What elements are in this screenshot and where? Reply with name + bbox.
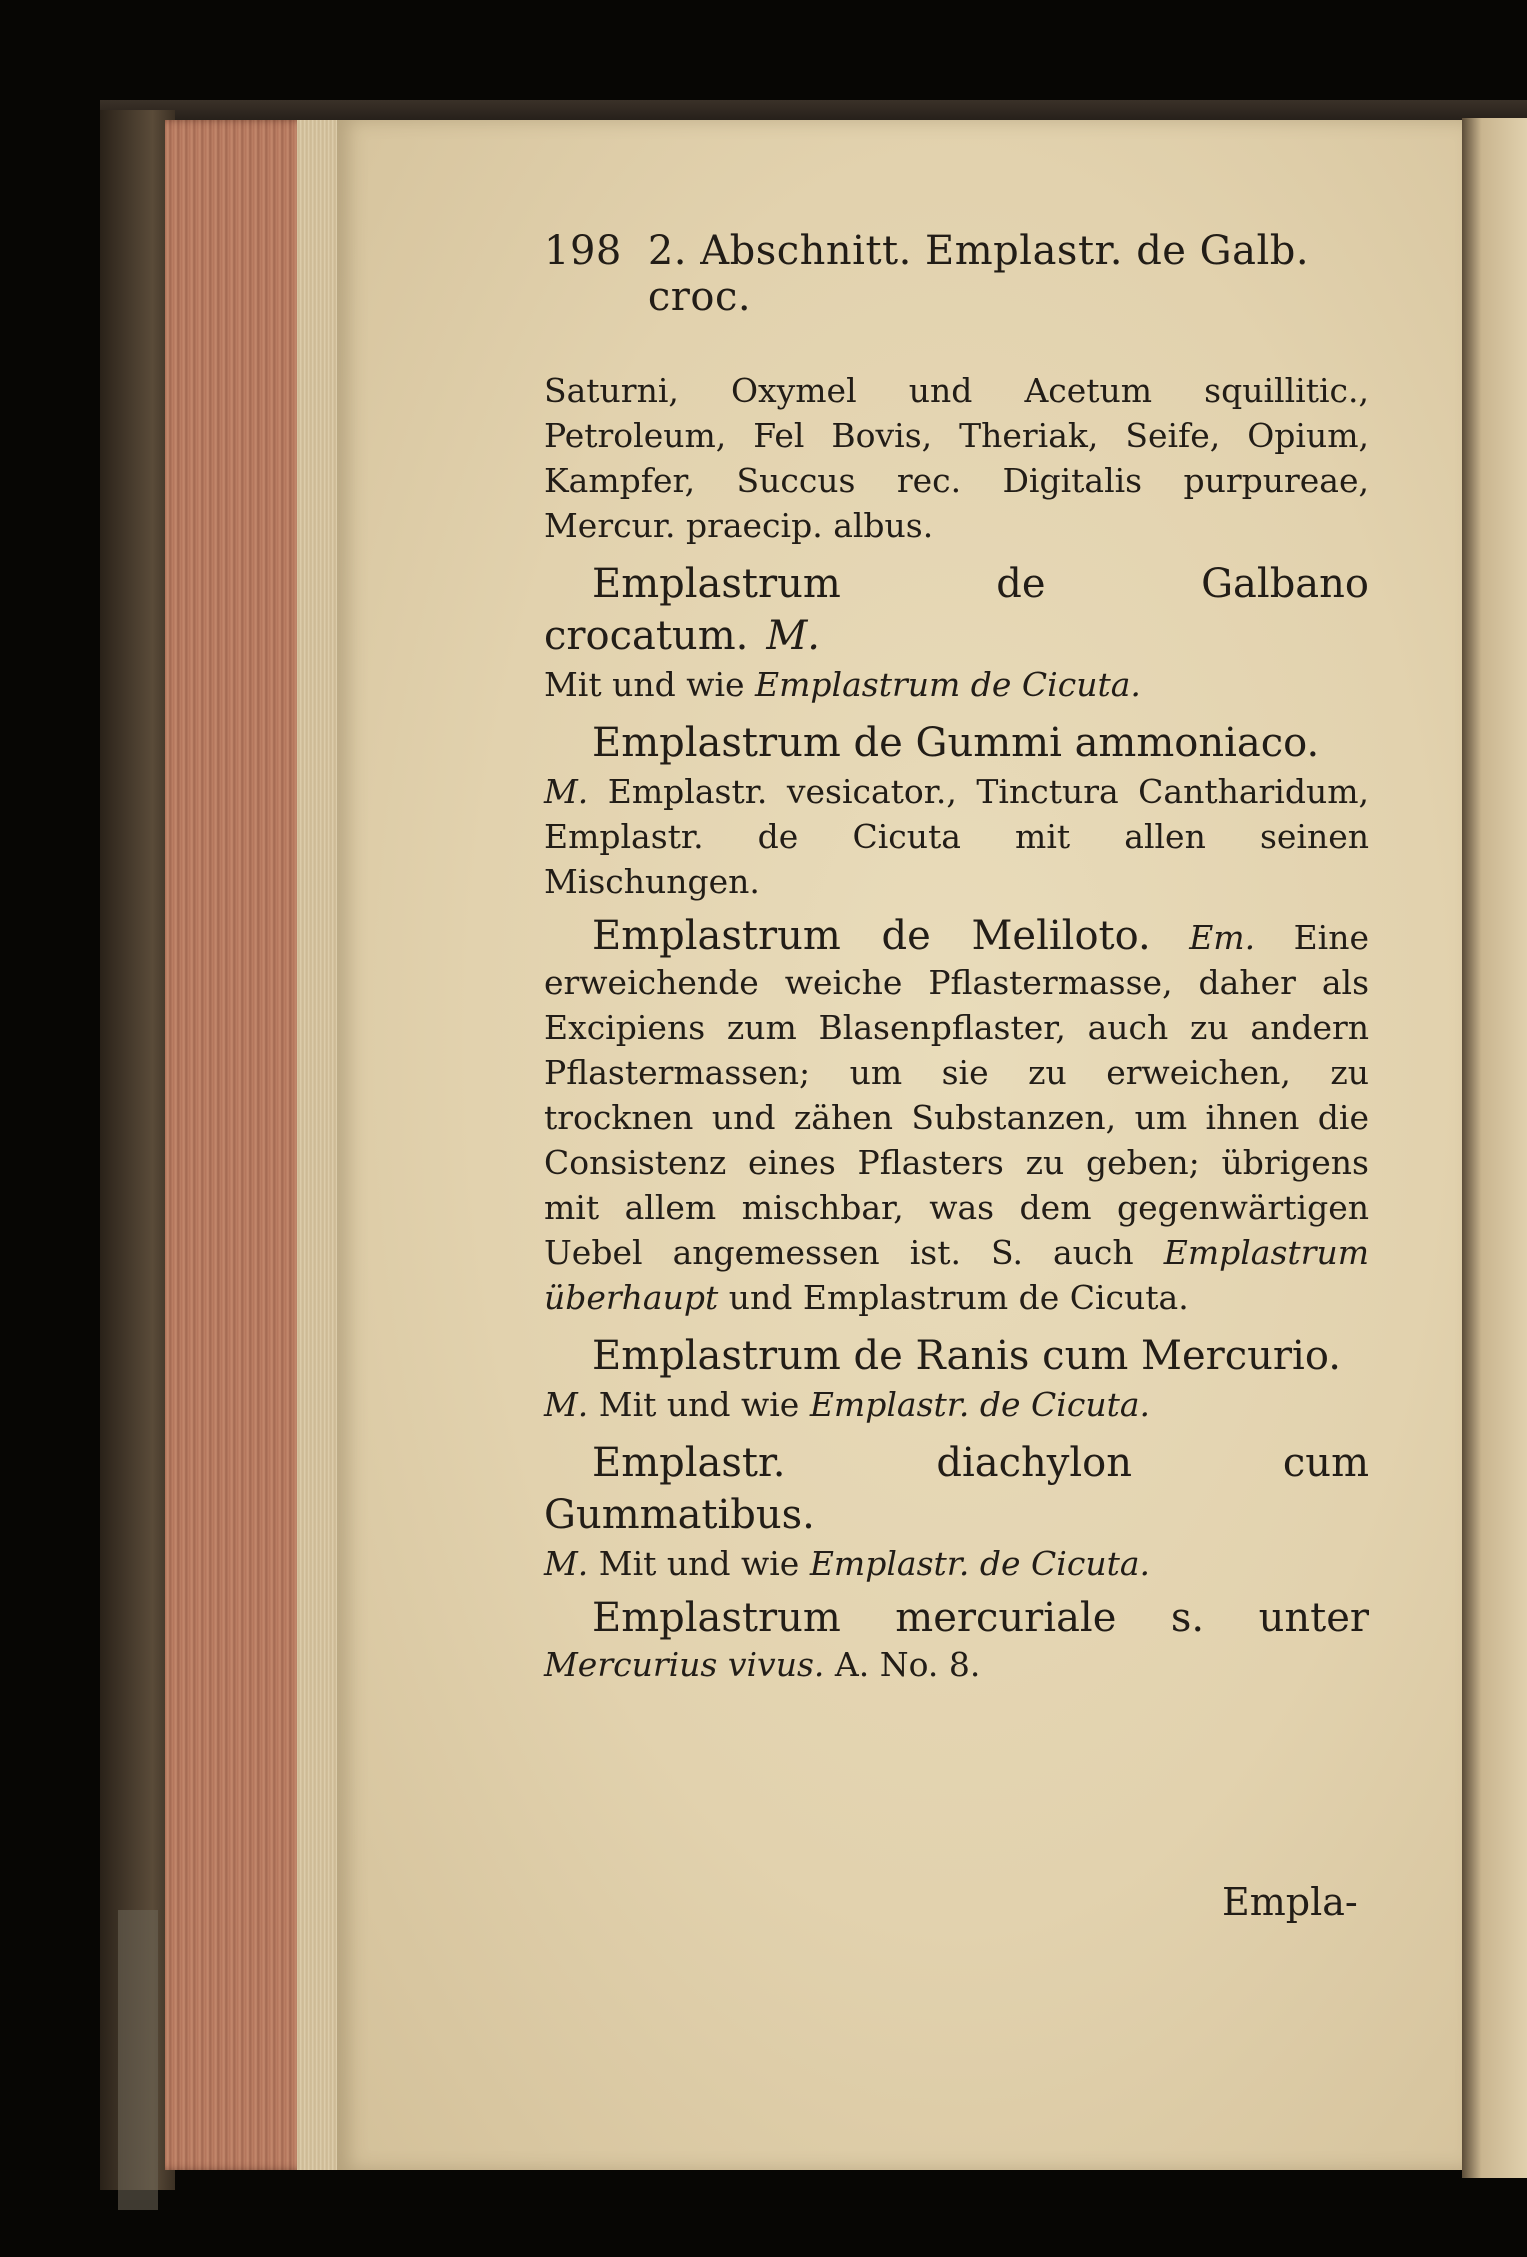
entry-mercuriale (544, 1596, 1369, 1687)
page-edges (165, 120, 337, 2170)
entry-body (544, 1596, 1369, 1687)
running-title: 2. Abschnitt. Emplastr. de Galb. croc. (647, 228, 1310, 320)
entry-heading: Emplastrum de Ranis cum Mercurio. (592, 1333, 1341, 1379)
entry-text: Mit und wie (598, 1385, 800, 1424)
entry-marker: M. (544, 1544, 589, 1583)
entry-heading-text: Emplastrum de Meliloto. (592, 913, 1151, 959)
entry-body (544, 1541, 1369, 1586)
facing-page-edge (1462, 118, 1527, 2178)
entry-marker: Em. (1189, 918, 1256, 957)
entry-ranis (544, 1330, 1369, 1427)
entry-marker: M. (766, 613, 821, 659)
entry-body (544, 914, 1369, 1320)
catchword: Empla- (1222, 1880, 1358, 1924)
entry-heading: Emplastrum de Gummi ammoniaco. (592, 720, 1320, 766)
entry-galbano (544, 558, 1369, 707)
page-content (544, 228, 1369, 1687)
entry-text: Emplastr. vesicator., Tinctura Cantharidum, Emplastr. de Cicuta mit allen seinen Mischungen. (544, 772, 1370, 901)
running-head (544, 228, 1369, 320)
entry-diachylon (544, 1437, 1369, 1586)
entry-tail: und Emplastrum de Cicuta. (728, 1278, 1189, 1317)
entry-reference: vivus. (727, 1645, 825, 1684)
book-cover-spine (100, 110, 175, 2190)
entry-text: Mit und wie (544, 665, 745, 704)
entry-body (544, 1382, 1369, 1427)
entry-reference: Emplastrum de Cicuta. (755, 665, 1141, 704)
continuation-paragraph: Saturni, Oxymel und Acetum squillitic., Petroleum, Fel Bovis, Theriak, Seife, Opium, Kampfer, Succus rec. Digitalis purpureae, Mercur. praecip. albus. (544, 371, 1369, 545)
entry-heading-text: Emplastrum mercuriale s. unter (592, 1595, 1369, 1641)
entry-body (544, 662, 1369, 707)
entry-text: Mit und wie (598, 1544, 800, 1583)
entry-marker: M. (544, 772, 589, 811)
entry-reference: Emplastr. de Cicuta. (809, 1544, 1150, 1583)
entry-heading: Emplastr. diachylon cum Gummatibus. (544, 1440, 1369, 1538)
page-number: 198 (544, 228, 622, 274)
entry-tail: A. No. 8. (834, 1645, 981, 1684)
entry-text: Eine erweichende weiche Pflastermasse, daher als Excipiens zum Blasenpflaster, auch zu andern Pflastermassen; um sie zu erweichen, zu trocknen und zähen Substanzen, um ihnen die Consistenz eines Pflasters zu geben; übrigens mit allem mischbar, was dem gegenwärtigen Uebel angemessen ist. S. auch (544, 918, 1369, 1272)
entry-marker: M. (544, 1385, 589, 1424)
entry-heading (544, 558, 1369, 662)
entry-reference: Emplastr. de Cicuta. (809, 1385, 1150, 1424)
entry-meliloto (544, 914, 1369, 1320)
entry-body (544, 769, 1369, 904)
entry-gummi (544, 717, 1369, 904)
entry-reference: Emplastrum überhaupt (544, 1233, 1369, 1317)
entry-reference: Mercurius (544, 1645, 718, 1684)
entry-heading-text: Emplastrum de Galbano crocatum. (544, 561, 1369, 659)
